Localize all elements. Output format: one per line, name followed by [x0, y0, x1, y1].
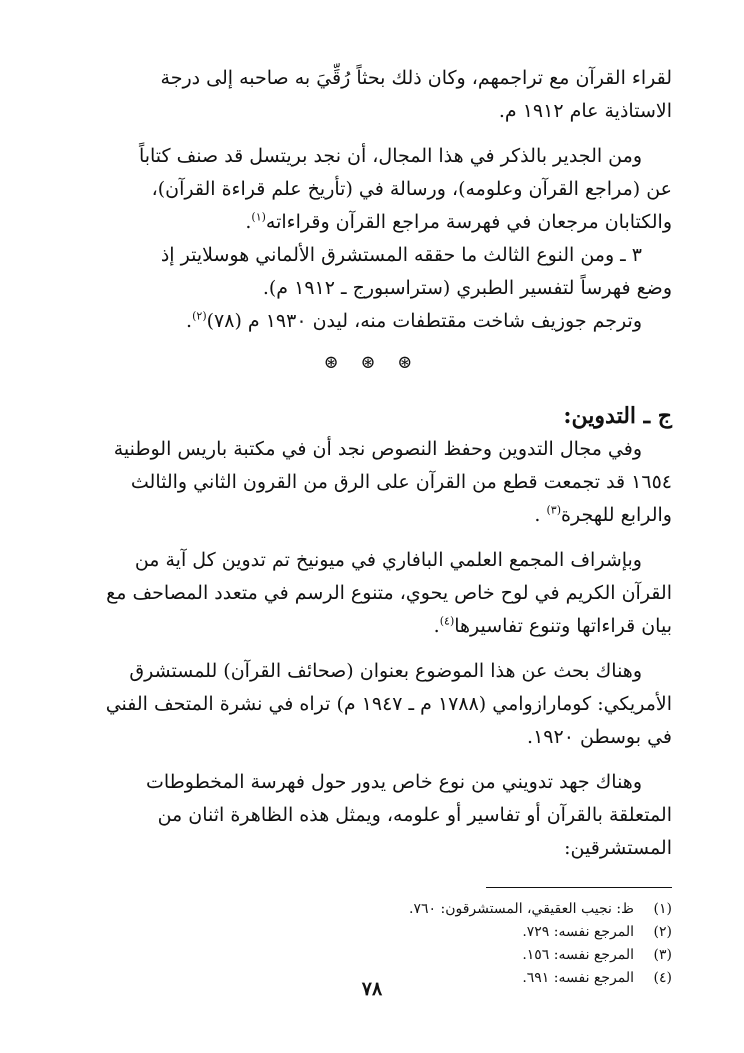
text-line: في بوسطن ١٩٢٠. — [527, 726, 672, 748]
footnote-number: (٣) — [653, 947, 672, 963]
text-line: الأمريكي: كومارازوامي (١٧٨٨ م ـ ١٩٤٧ م) تراه في نشرة المتحف الفني — [105, 693, 672, 715]
paragraph-bavarian-academy — [72, 544, 672, 643]
text-line: ١٦٥٤ قد تجمعت قطع من القرآن على الرق من القرون الثاني والثالث — [130, 471, 672, 493]
text-line: عن (مراجع القرآن وعلومه)، ورسالة في (تأريخ علم قراءة القرآن)، — [151, 178, 672, 200]
text-line: وترجم جوزيف شاخت مقتطفات منه، ليدن ١٩٣٠ م (٧٨)$^{(٢)}$. — [186, 309, 642, 332]
paragraph-manuscripts — [72, 766, 672, 865]
footnote-number: (٢) — [653, 924, 672, 940]
text-line: لقراء القرآن مع تراجمهم، وكان ذلك بحثاً رُقِّيَ به صاحبه إلى درجة — [160, 67, 672, 89]
footnote-item — [72, 921, 672, 944]
footnote-item — [72, 898, 672, 921]
footnote-item — [72, 944, 672, 967]
footnote-number: (١) — [653, 901, 672, 917]
paragraph-paris-library — [72, 433, 672, 532]
page-number: ٧٨ — [361, 978, 383, 1000]
text-fragment: وترجم جوزيف شاخت مقتطفات منه، ليدن ١٩٣٠ م (٧٨) — [206, 310, 642, 332]
footnote-ref: (٢) — [192, 309, 207, 323]
footnote-text: المرجع نفسه: ٦٩١. — [522, 970, 634, 986]
footnote-text: ظ: نجيب العقيقي، المستشرقون: ٧٦٠. — [409, 901, 634, 917]
text-line: والرابع للهجرة$^{(٣)}$ . — [534, 503, 672, 526]
page-body — [72, 62, 672, 990]
text-line: وفي مجال التدوين وحفظ النصوص نجد أن في مكتبة باريس الوطنية — [113, 438, 642, 460]
footnote-number: (٤) — [653, 970, 672, 986]
text-line: وضع فهرساً لتفسير الطبري (ستراسبورج ـ ١٩١٢ م). — [262, 277, 672, 299]
footnote-ref: (٣) — [546, 503, 561, 517]
footnotes — [72, 898, 672, 990]
text-line: المتعلقة بالقرآن أو تفاسير أو علومه، ويمثل هذه الظاهرة اثنان من — [157, 804, 672, 826]
text-line: وهناك بحث عن هذا الموضوع بعنوان (صحائف القرآن) للمستشرق — [129, 660, 642, 682]
text-line: ومن الجدير بالذكر في هذا المجال، أن نجد بريتسل قد صنف كتاباً — [138, 145, 642, 167]
text-fragment: والرابع للهجرة — [561, 504, 672, 526]
footnote-text: المرجع نفسه: ٧٢٩. — [522, 924, 634, 940]
paragraph-britsel — [72, 140, 672, 239]
section-heading: ج ـ التدوين: — [563, 403, 672, 429]
text-fragment: والكتابان مرجعان في فهرسة مراجع القرآن وقراءاته — [265, 211, 672, 233]
text-line: القرآن الكريم في لوح خاص يحوي، متنوع الرسم في متعدد المصاحف مع — [106, 582, 672, 604]
paragraph-continuation — [72, 62, 672, 128]
text-line: وبإشراف المجمع العلمي البافاري في ميونيخ تم تدوين كل آية من — [134, 549, 642, 571]
paragraph-quran-pages — [72, 655, 672, 754]
text-line: والكتابان مرجعان في فهرسة مراجع القرآن وقراءاته$^{(١)}$. — [245, 210, 672, 233]
text-line: ٣ ـ ومن النوع الثالث ما حققه المستشرق الألماني هوسلايتر إذ — [160, 244, 642, 266]
footnote-divider — [486, 887, 672, 888]
text-line: وهناك جهد تدويني من نوع خاص يدور حول فهرسة المخطوطات — [145, 771, 642, 793]
footnote-ref: (٤) — [439, 614, 455, 628]
paragraph-schacht — [72, 305, 672, 338]
text-fragment: بيان قراءاتها وتنوع تفاسيرها — [454, 615, 672, 637]
paragraph-type-three — [72, 239, 672, 305]
section-ornament: ⊛ ⊛ ⊛ — [323, 352, 421, 373]
text-line: بيان قراءاتها وتنوع تفاسيرها$^{(٤)}$. — [433, 614, 672, 637]
text-line: المستشرقين: — [564, 837, 672, 859]
footnote-text: المرجع نفسه: ١٥٦. — [522, 947, 634, 963]
footnote-ref: (١) — [251, 210, 266, 224]
text-line: الاستاذية عام ١٩١٢ م. — [498, 100, 672, 122]
